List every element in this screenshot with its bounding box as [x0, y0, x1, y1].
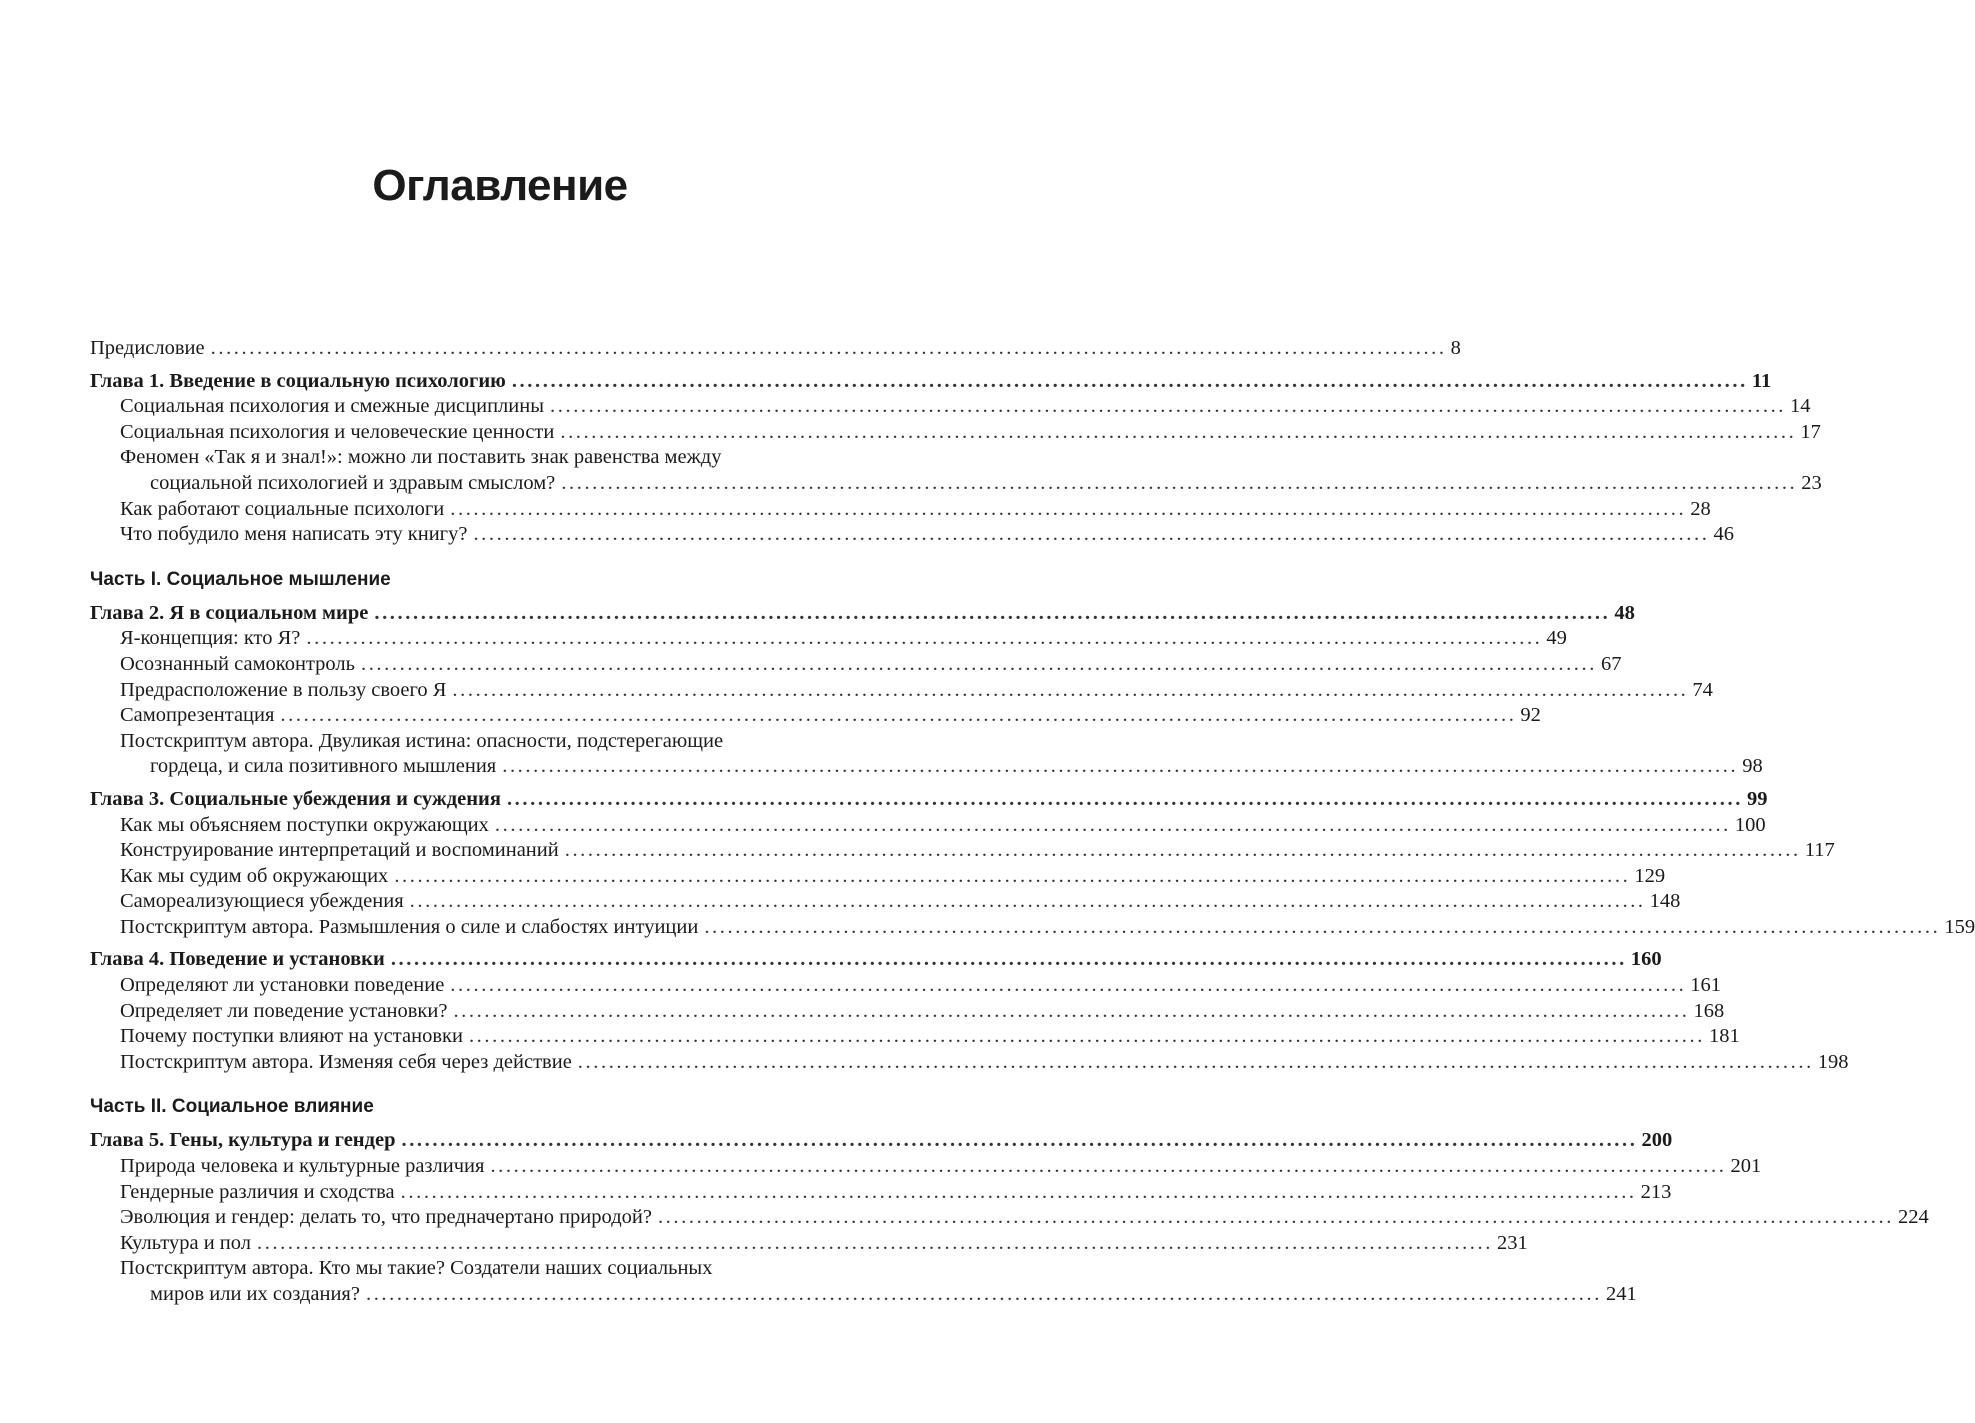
toc-page-number: 168 [1693, 999, 1725, 1022]
section-title-line2: социальной психологией и здравым смыслом? [150, 471, 556, 494]
table-of-contents [90, 336, 1975, 1308]
dot-leader: ................................................................................................................................................................ [256, 1231, 1493, 1254]
section-title: Постскриптум автора. Изменяя себя через действие [120, 1050, 572, 1073]
dot-leader: ................................................................................................................................................................ [450, 974, 1687, 997]
toc-page-number: 148 [1649, 890, 1681, 913]
toc-page-number: 46 [1713, 523, 1734, 546]
dot-leader: ................................................................................................................................................................ [210, 337, 1447, 359]
section-title: Самопрезентация [120, 704, 275, 727]
section-title: Как работают социальные психологи [120, 497, 445, 520]
toc-section[interactable] [90, 394, 1811, 420]
toc-section[interactable] [90, 999, 1725, 1025]
section-title: Почему поступки влияют на установки [120, 1025, 463, 1048]
dot-leader: ................................................................................................................................................................ [280, 704, 1517, 727]
toc-section[interactable] [90, 1050, 1849, 1076]
section-title: Определяет ли поведение установки? [120, 999, 448, 1022]
toc-chapter-5[interactable] [90, 1128, 1673, 1154]
section-title: Определяют ли установки поведение [120, 974, 445, 997]
dot-leader: ................................................................................................................................................................ [502, 755, 1739, 778]
section-title: Конструирование интерпретаций и воспоминаний [120, 839, 559, 862]
dot-leader: ................................................................................................................................................................ [704, 915, 1941, 938]
dot-leader: ................................................................................................................................................................ [390, 948, 1627, 971]
dot-leader: ................................................................................................................................................................ [473, 523, 1710, 546]
dot-leader: ................................................................................................................................................................ [306, 627, 1543, 650]
toc-page-number: 17 [1800, 420, 1821, 443]
toc-section[interactable] [90, 1231, 1528, 1257]
toc-section[interactable] [90, 1024, 1740, 1050]
toc-page-number: 8 [1450, 337, 1461, 359]
dot-leader: ................................................................................................................................................................ [564, 839, 1801, 862]
dot-leader: ................................................................................................................................................................ [550, 395, 1787, 418]
dot-leader: ................................................................................................................................................................ [394, 864, 1631, 887]
toc-page-number: 23 [1801, 471, 1822, 494]
dot-leader: ................................................................................................................................................................ [560, 420, 1797, 443]
toc-page-number: 200 [1641, 1129, 1673, 1152]
section-title-line2: гордеца, и сила позитивного мышления [150, 755, 497, 778]
dot-leader: ................................................................................................................................................................ [506, 787, 1743, 810]
toc-page-number: 129 [1634, 864, 1666, 887]
section-title: Самореализующиеся убеждения [120, 890, 404, 913]
toc-page-number: 213 [1640, 1180, 1672, 1203]
toc-chapter-2[interactable] [90, 601, 1635, 627]
toc-page-number: 159 [1944, 915, 1975, 938]
dot-leader: ................................................................................................................................................................ [452, 678, 1689, 701]
dot-leader: ................................................................................................................................................................ [365, 1283, 1602, 1305]
toc-section[interactable] [90, 626, 1567, 652]
toc-section[interactable] [90, 420, 1821, 446]
toc-page-number: 28 [1690, 497, 1711, 520]
toc-page-number: 11 [1751, 369, 1772, 392]
toc-page-number: 117 [1804, 839, 1835, 862]
chapter-title: Глава 3. Социальные убеждения и суждения [90, 787, 501, 810]
section-title: Постскриптум автора. Размышления о силе и слабостях интуиции [120, 915, 699, 938]
dot-leader: ................................................................................................................................................................ [374, 601, 1611, 624]
toc-page-number: 49 [1546, 627, 1567, 650]
toc-chapter-4[interactable] [90, 947, 1662, 973]
chapter-title: Глава 4. Поведение и установки [90, 948, 385, 971]
toc-page-number: 161 [1690, 974, 1722, 997]
section-title: Культура и пол [120, 1231, 251, 1254]
section-title: Я-концепция: кто Я? [120, 627, 301, 650]
section-title: Предрасположение в пользу своего Я [120, 678, 447, 701]
toc-section[interactable] [90, 973, 1722, 999]
section-title: Осознанный самоконтроль [120, 652, 355, 675]
toc-page-number: 99 [1746, 787, 1768, 810]
toc-page-number: 181 [1708, 1025, 1740, 1048]
dot-leader: ................................................................................................................................................................ [401, 1129, 1638, 1152]
toc-section[interactable] [90, 703, 1541, 729]
toc-page-number: 92 [1520, 704, 1541, 727]
dot-leader: ................................................................................................................................................................ [511, 369, 1748, 392]
toc-page-number: 48 [1614, 601, 1635, 624]
dot-leader: ................................................................................................................................................................ [450, 497, 1687, 520]
toc-section[interactable] [90, 813, 1766, 839]
section-title-line1[interactable]: Феномен «Так я и знал!»: можно ли поставить знак равенства между [120, 446, 722, 469]
toc-chapter-3[interactable] [90, 787, 1768, 813]
toc-page-number: 67 [1600, 652, 1622, 675]
section-title: Природа человека и культурные различия [120, 1155, 485, 1178]
dot-leader: ................................................................................................................................................................ [409, 890, 1646, 913]
toc-page-number: 241 [1605, 1283, 1637, 1305]
toc-entry-title: Предисловие [90, 337, 205, 359]
chapter-title: Глава 5. Гены, культура и гендер [90, 1129, 396, 1152]
toc-page-number: 14 [1790, 395, 1811, 418]
toc-page-number: 231 [1496, 1231, 1528, 1254]
toc-page-number: 98 [1742, 755, 1763, 778]
chapter-title: Глава 1. Введение в социальную психологию [90, 369, 506, 392]
dot-leader: ................................................................................................................................................................ [561, 471, 1798, 494]
dot-leader: ................................................................................................................................................................ [577, 1050, 1814, 1073]
dot-leader: ................................................................................................................................................................ [400, 1180, 1637, 1203]
toc-section[interactable] [90, 1154, 1762, 1180]
toc-section[interactable] [90, 754, 1763, 780]
toc-page-number: 224 [1897, 1206, 1929, 1229]
section-title-line1[interactable]: Постскриптум автора. Кто мы такие? Создатели наших социальных [120, 1257, 713, 1280]
section-title: Социальная психология и человеческие ценности [120, 420, 555, 443]
section-title: Эволюция и гендер: делать то, что предначертано природой? [120, 1206, 652, 1229]
dot-leader: ................................................................................................................................................................ [494, 813, 1731, 836]
toc-page-number: 201 [1730, 1155, 1762, 1178]
toc-section[interactable] [90, 678, 1713, 704]
dot-leader: ................................................................................................................................................................ [360, 652, 1597, 675]
toc-section[interactable] [90, 889, 1681, 915]
section-title: Как мы объясняем поступки окружающих [120, 813, 489, 836]
toc-page-number: 100 [1734, 813, 1766, 836]
chapter-title: Глава 2. Я в социальном мире [90, 601, 369, 624]
toc-preface[interactable] [90, 336, 1461, 362]
section-title: Как мы судим об окружающих [120, 864, 389, 887]
toc-section[interactable] [90, 652, 1622, 678]
toc-section[interactable] [90, 915, 1975, 941]
toc-page-number: 74 [1692, 678, 1713, 701]
toc-section[interactable] [90, 864, 1666, 890]
dot-leader: ................................................................................................................................................................ [453, 999, 1690, 1022]
toc-section[interactable] [90, 1180, 1672, 1206]
part-heading: Часть II. Социальное влияние [90, 1096, 374, 1118]
section-title: Что побудило меня написать эту книгу? [120, 523, 468, 546]
section-title-line1[interactable]: Постскриптум автора. Двуликая истина: опасности, подстерегающие [120, 729, 724, 752]
section-title: Гендерные различия и сходства [120, 1180, 395, 1203]
toc-section[interactable] [90, 1205, 1929, 1231]
page-title: Оглавление [372, 161, 628, 210]
section-title: Социальная психология и смежные дисциплины [120, 395, 545, 418]
toc-page-number: 198 [1817, 1050, 1849, 1073]
toc-chapter-1[interactable] [90, 369, 1772, 395]
section-title-line2: миров или их создания? [150, 1283, 360, 1305]
dot-leader: ................................................................................................................................................................ [657, 1206, 1894, 1229]
toc-section[interactable] [90, 522, 1734, 548]
dot-leader: ................................................................................................................................................................ [468, 1025, 1705, 1048]
toc-section[interactable] [90, 838, 1835, 864]
part-heading: Часть I. Социальное мышление [90, 568, 391, 590]
toc-section[interactable] [90, 471, 1822, 497]
toc-section[interactable] [90, 497, 1711, 523]
dot-leader: ................................................................................................................................................................ [490, 1155, 1727, 1178]
toc-section[interactable] [90, 1282, 1637, 1308]
toc-page-number: 160 [1630, 948, 1662, 971]
